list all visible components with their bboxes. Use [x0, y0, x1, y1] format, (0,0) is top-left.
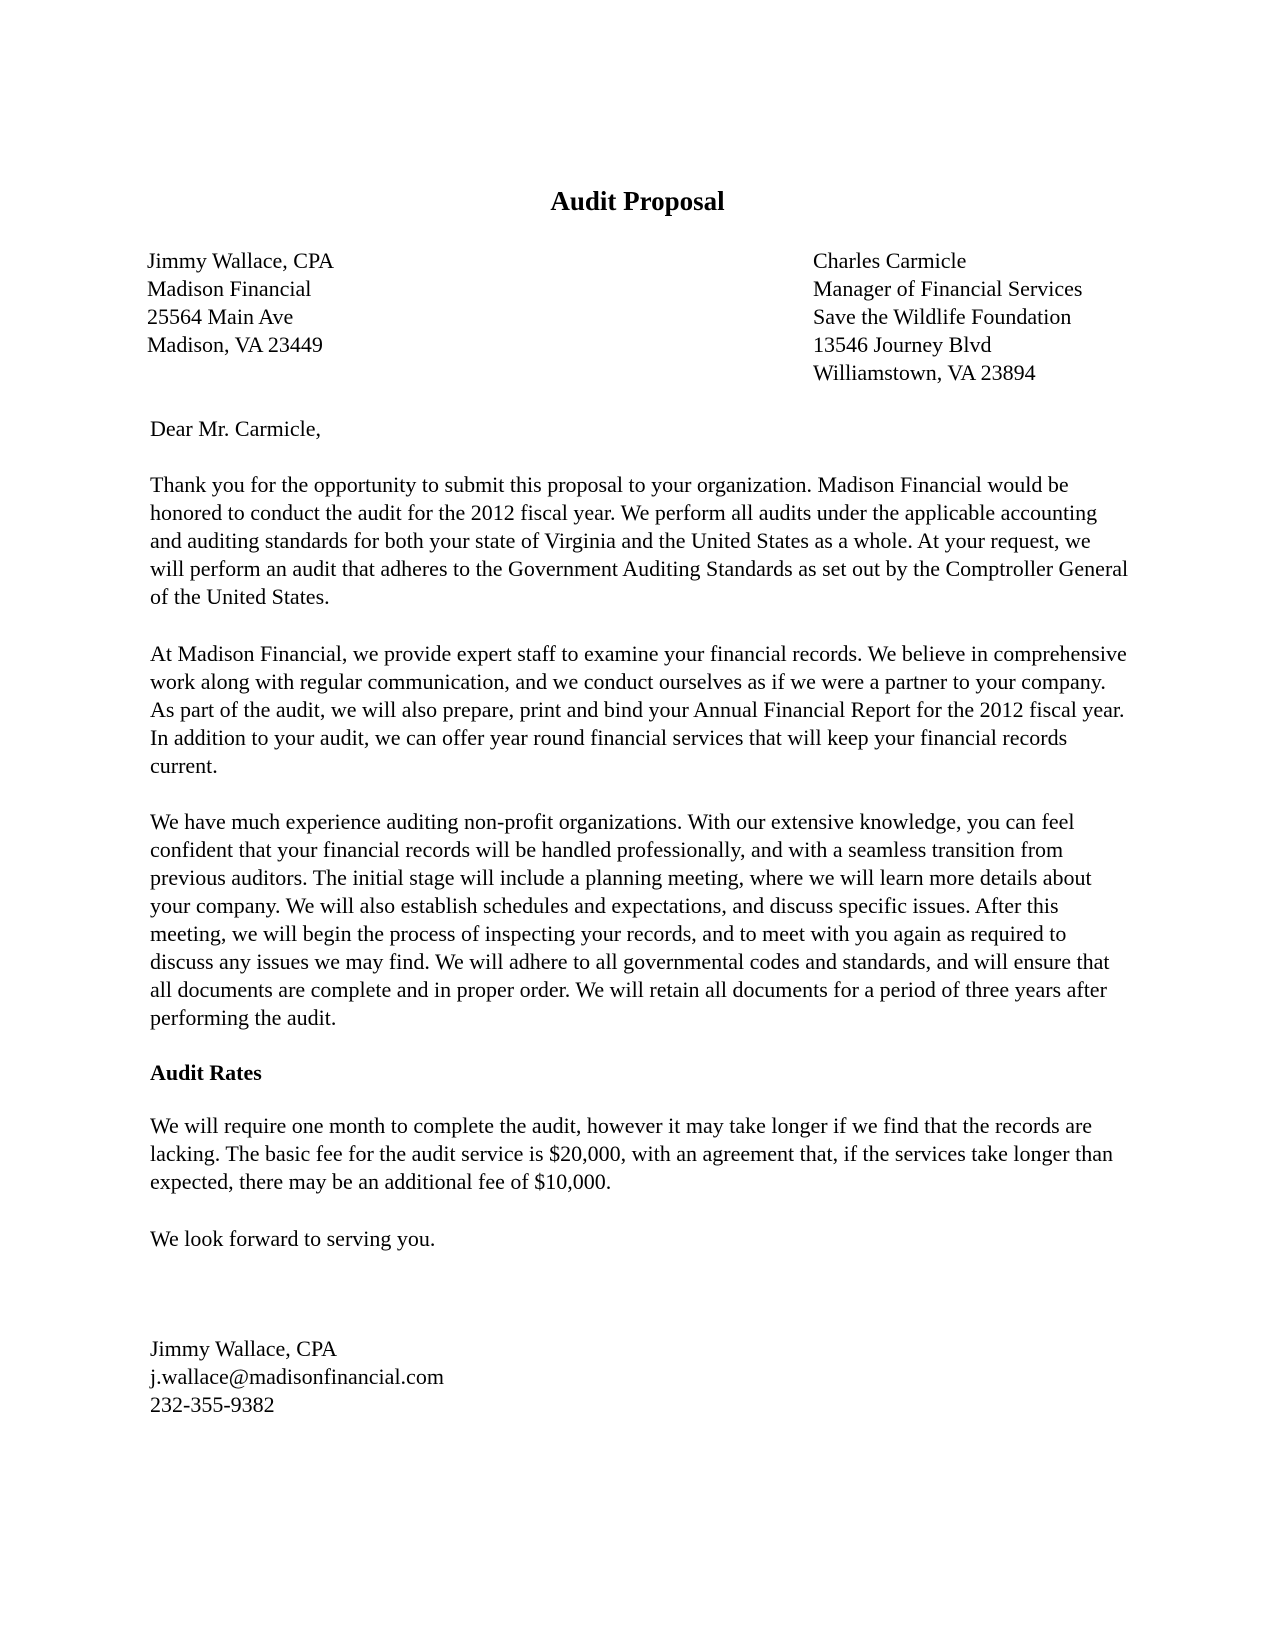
signature-name: Jimmy Wallace, CPA [150, 1336, 338, 1361]
signature-phone: 232-355-9382 [150, 1392, 275, 1417]
recipient-position: Manager of Financial Services [813, 276, 1083, 301]
recipient-street: 13546 Journey Blvd [813, 332, 992, 357]
signature-block [150, 1335, 444, 1419]
body-paragraph: We have much experience auditing non-profit organizations. With our extensive knowledge, you can feel confident that your financial records will be handled professionally, and with a seamless transition from previous auditors. The initial stage will include a planning meeting, where we will learn more details about your company. We will also establish schedules and expectations, and discuss specific issues. After this meeting, we will begin the process of inspecting your records, and to meet with you again as required to discuss any issues we may find. We will adhere to all governmental codes and standards, and will ensure that all documents are complete and in proper order. We will retain all documents for a period of three years after performing the audit. [150, 809, 1110, 1030]
sender-address-block [147, 247, 334, 359]
rates-paragraph: We will require one month to complete the audit, however it may take longer if we find that the records are lacking. The basic fee for the audit service is $20,000, with an agreement that, if the services take longer than expected, there may be an additional fee of $10,000. [150, 1113, 1113, 1194]
document-title: Audit Proposal [550, 186, 725, 216]
sender-street: 25564 Main Ave [147, 304, 294, 329]
sender-city-state-zip: Madison, VA 23449 [147, 332, 323, 357]
recipient-organization: Save the Wildlife Foundation [813, 304, 1072, 329]
salutation: Dear Mr. Carmicle, [150, 416, 322, 441]
signature-email: j.wallace@madisonfinancial.com [150, 1364, 444, 1389]
recipient-name: Charles Carmicle [813, 248, 967, 273]
sender-name: Jimmy Wallace, CPA [147, 248, 335, 273]
recipient-city-state-zip: Williamstown, VA 23894 [813, 360, 1036, 385]
sender-company: Madison Financial [147, 276, 312, 301]
rates-heading: Audit Rates [150, 1060, 262, 1085]
closing-line: We look forward to serving you. [150, 1226, 436, 1251]
body-paragraph: Thank you for the opportunity to submit this proposal to your organization. Madison Financial would be honored to conduct the audit for the 2012 fiscal year. We perform all audits under the applicable accounting and auditing standards for both your state of Virginia and the United States as a whole. At your request, we will perform an audit that adheres to the Government Auditing Standards as set out by the Comptroller General of the United States. [150, 472, 1129, 609]
recipient-address-block [813, 247, 1082, 387]
body-paragraph: At Madison Financial, we provide expert staff to examine your financial records. We believe in comprehensive work along with regular communication, and we conduct ourselves as if we were a partner to your company. As part of the audit, we will also prepare, print and bind your Annual Financial Report for the 2012 fiscal year. In addition to your audit, we can offer year round financial services that will keep your financial records current. [150, 641, 1127, 778]
